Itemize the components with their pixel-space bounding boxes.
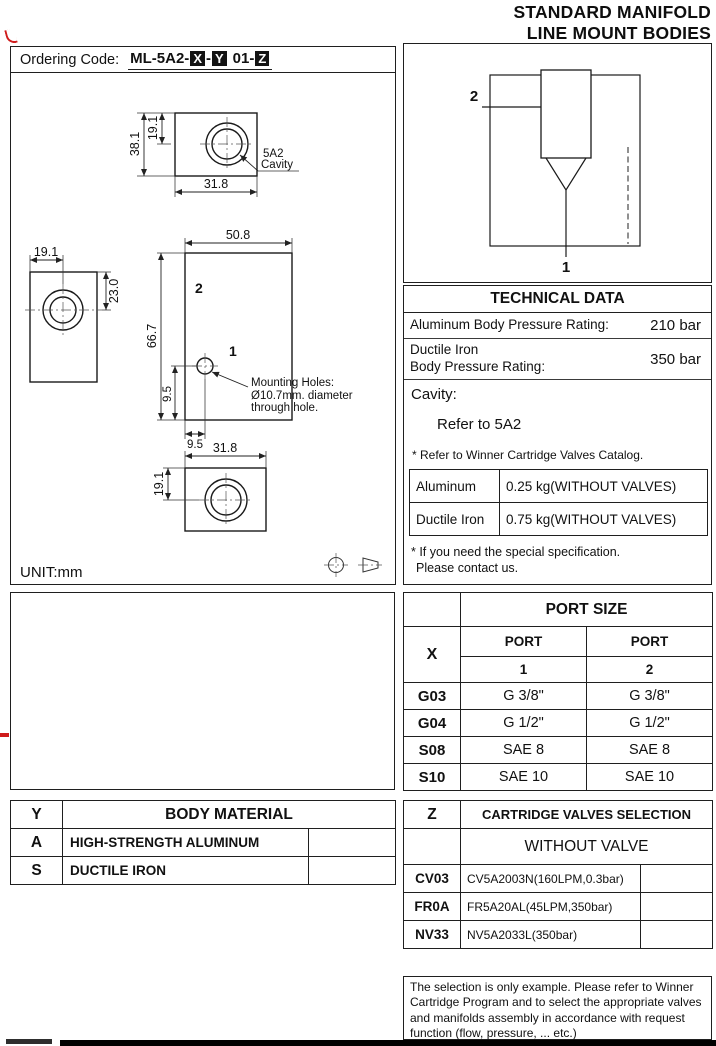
cavity-callout-line2: Cavity <box>261 159 293 171</box>
material-empty-cell <box>309 829 396 857</box>
material-name-cell: HIGH-STRENGTH ALUMINUM <box>63 829 309 857</box>
port-size-title: PORT SIZE <box>461 593 713 627</box>
page-title <box>514 2 712 43</box>
table-row <box>404 710 713 737</box>
schematic-port2-label: 2 <box>469 88 479 105</box>
table-row <box>404 737 713 764</box>
aluminum-rating-row <box>404 313 711 339</box>
cavity-label: Cavity: <box>411 386 457 403</box>
bottom-view-drawing <box>152 441 266 531</box>
ductile-rating-row <box>404 339 711 380</box>
valve-schematic <box>470 70 640 276</box>
body-material-y-header: Y <box>11 801 63 829</box>
dim-top-half: 19.1 <box>146 115 160 141</box>
table-row <box>404 593 713 627</box>
port-code-cell: S10 <box>404 764 461 791</box>
port2-value-cell: G 1/2" <box>587 710 713 737</box>
selection-note: The selection is only example. Please refer to Winner Cartridge Program and to select the appropriate valves and manifolds assembly in accordance with request function (flow, pressure, ... etc.) <box>403 976 712 1040</box>
valve-schematic-svg <box>404 44 710 281</box>
without-valve-cell: WITHOUT VALVE <box>461 829 713 865</box>
ordering-code-prefix: ML-5A2- <box>130 50 190 67</box>
aluminum-rating-value: 210 bar <box>650 317 701 334</box>
table-row <box>11 857 396 885</box>
special-note-line2: Please contact us. <box>416 561 519 576</box>
port1-value-cell: SAE 10 <box>461 764 587 791</box>
port-size-x-header: X <box>404 627 461 683</box>
red-pen-mark <box>4 28 18 45</box>
footer-bar <box>60 1040 716 1046</box>
mounting-note-line3: through hole. <box>251 402 319 414</box>
table-row <box>11 801 396 829</box>
page-title-line2: LINE MOUNT BODIES <box>526 22 711 43</box>
cartridge-empty-cell <box>641 865 713 893</box>
dim-top-height: 38.1 <box>128 131 142 157</box>
front-port2-label: 2 <box>195 280 203 296</box>
dim-hole-bottom: 9.5 <box>162 386 174 402</box>
material-code-cell: S <box>11 857 63 885</box>
table-row <box>410 503 708 536</box>
dimension-drawing-svg <box>11 56 394 583</box>
cone-projection-symbol-icon <box>358 558 382 572</box>
mounting-note-line2: Ø10.7mm. diameter <box>251 390 353 402</box>
table-row <box>404 829 713 865</box>
special-note-line1: * If you need the special specification. <box>411 545 621 559</box>
port2-value-cell: G 3/8" <box>587 683 713 710</box>
weight-value-cell: 0.25 kg(WITHOUT VALVES) <box>500 470 708 503</box>
unit-label: UNIT:mm <box>20 564 83 581</box>
dim-bottom-width: 31.8 <box>212 441 238 455</box>
port-size-table <box>403 592 713 791</box>
technical-data-title: TECHNICAL DATA <box>404 286 711 313</box>
front-view-drawing <box>145 228 353 451</box>
cartridge-desc-cell: NV5A2033L(350bar) <box>461 921 641 949</box>
port-code-cell: G04 <box>404 710 461 737</box>
port2-number: 2 <box>587 657 713 683</box>
table-row <box>404 801 713 829</box>
cartridge-z-header: Z <box>404 801 461 829</box>
weight-value-cell: 0.75 kg(WITHOUT VALVES) <box>500 503 708 536</box>
dim-bottom-half: 19.1 <box>152 471 166 497</box>
cartridge-valves-table <box>403 800 713 949</box>
port1-header: PORT <box>461 627 587 657</box>
footer-fine-print <box>6 1039 52 1044</box>
cartridge-title: CARTRIDGE VALVES SELECTION <box>461 801 713 829</box>
table-row <box>410 470 708 503</box>
ductile-rating-label-line1: Ductile Iron <box>410 342 479 358</box>
ordering-code-value <box>128 49 272 70</box>
dim-hole-left: 9.5 <box>187 439 203 451</box>
cartridge-empty-cell <box>641 921 713 949</box>
port1-value-cell: G 3/8" <box>461 683 587 710</box>
front-port1-label: 1 <box>229 343 237 359</box>
dim-front-height: 66.7 <box>145 323 159 349</box>
port-code-cell: G03 <box>404 683 461 710</box>
technical-data-panel <box>403 285 712 585</box>
material-name-cell: DUCTILE IRON <box>63 857 309 885</box>
cartridge-code-cell: CV03 <box>404 865 461 893</box>
ordering-code-x-box: X <box>190 51 205 66</box>
dim-top-width: 31.8 <box>203 177 229 191</box>
schematic-port1-label: 1 <box>561 259 571 276</box>
ordering-code-dash: - <box>205 50 211 67</box>
body-material-title: BODY MATERIAL <box>63 801 396 829</box>
mounting-note-line1: Mounting Holes: <box>251 377 335 389</box>
table-row <box>404 764 713 791</box>
cartridge-code-cell: NV33 <box>404 921 461 949</box>
port1-value-cell: G 1/2" <box>461 710 587 737</box>
port2-value-cell: SAE 8 <box>587 737 713 764</box>
dim-side-width: 19.1 <box>33 245 59 259</box>
ordering-code-mid: 01- <box>232 50 255 67</box>
table-row <box>404 627 713 657</box>
aluminum-rating-label: Aluminum Body Pressure Rating: <box>410 317 609 333</box>
table-row <box>404 893 713 921</box>
ordering-code-label: Ordering Code: <box>20 51 120 68</box>
table-row <box>11 829 396 857</box>
weight-material-cell: Ductile Iron <box>410 503 500 536</box>
page-title-line1: STANDARD MANIFOLD <box>513 2 711 22</box>
projection-symbol-icon <box>324 553 348 577</box>
cavity-value: Refer to 5A2 <box>437 416 522 433</box>
cartridge-desc-cell: FR5A20AL(45LPM,350bar) <box>461 893 641 921</box>
side-view-drawing <box>25 245 121 382</box>
port1-number: 1 <box>461 657 587 683</box>
cartridge-code-cell: FR0A <box>404 893 461 921</box>
table-row <box>404 921 713 949</box>
ordering-code-y-box: Y <box>212 51 227 66</box>
cartridge-desc-cell: CV5A2003N(160LPM,0.3bar) <box>461 865 641 893</box>
weight-table <box>409 469 708 536</box>
material-empty-cell <box>309 857 396 885</box>
body-material-table <box>10 800 396 885</box>
special-specification-note <box>411 544 620 577</box>
port1-value-cell: SAE 8 <box>461 737 587 764</box>
ductile-rating-label <box>410 342 545 376</box>
table-row <box>404 683 713 710</box>
ductile-rating-value: 350 bar <box>650 350 701 368</box>
dim-front-width: 50.8 <box>225 228 251 242</box>
material-code-cell: A <box>11 829 63 857</box>
port-size-corner-cell <box>404 593 461 627</box>
port2-header: PORT <box>587 627 713 657</box>
red-edge-mark <box>0 733 9 737</box>
dim-side-center: 23.0 <box>107 278 121 304</box>
port2-value-cell: SAE 10 <box>587 764 713 791</box>
port-code-cell: S08 <box>404 737 461 764</box>
cavity-callout-line1: 5A2 <box>263 148 284 160</box>
top-view-drawing <box>128 113 299 197</box>
ordering-code-z-box: Z <box>255 51 269 66</box>
table-row <box>404 865 713 893</box>
cartridge-empty-code-cell <box>404 829 461 865</box>
catalog-note: * Refer to Winner Cartridge Valves Catalog. <box>412 448 644 462</box>
schematic-panel <box>403 43 712 283</box>
weight-material-cell: Aluminum <box>410 470 500 503</box>
ductile-rating-label-line2: Body Pressure Rating: <box>410 359 546 374</box>
empty-reserved-box <box>10 592 395 790</box>
ordering-code-box <box>10 46 396 73</box>
cartridge-empty-cell <box>641 893 713 921</box>
dimension-drawing-panel <box>10 55 396 585</box>
